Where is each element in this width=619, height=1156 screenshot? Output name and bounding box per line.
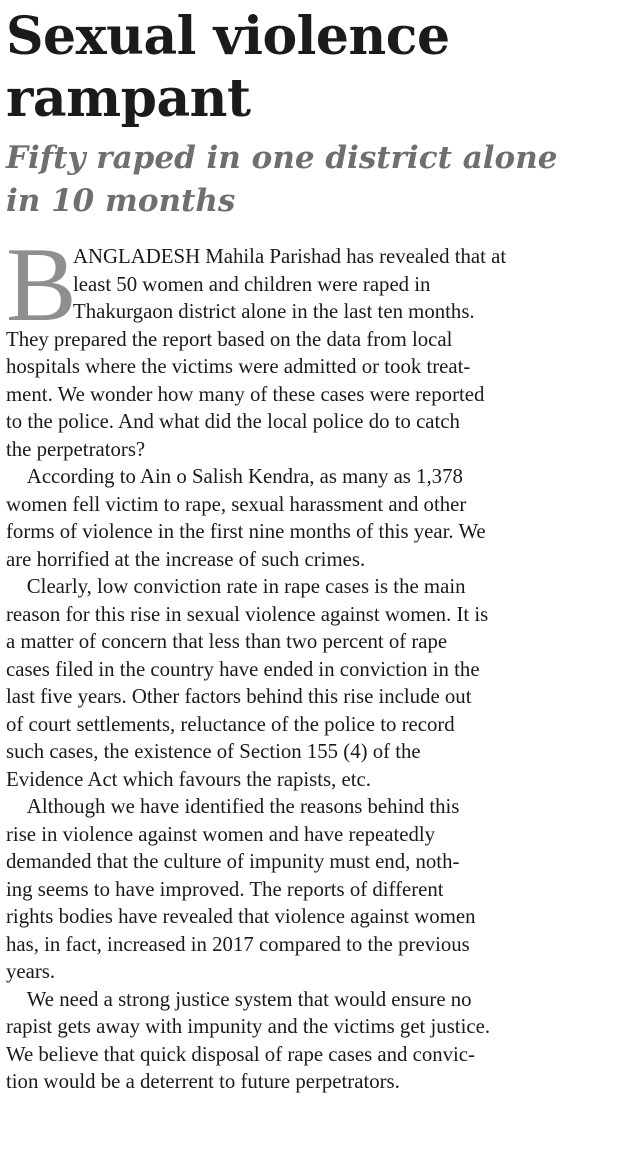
editorial-article bbox=[6, 0, 598, 1096]
headline bbox=[6, 6, 598, 130]
body-line: We believe that quick disposal of rape cases and convic- bbox=[6, 1042, 475, 1066]
body-line: Clearly, low conviction rate in rape cases is the main bbox=[6, 575, 466, 598]
body-line: last five years. Other factors behind this rise include out bbox=[6, 685, 472, 708]
headline-line: rampant bbox=[6, 68, 251, 129]
body-line: of court settlements, reluctance of the police to record bbox=[6, 712, 455, 736]
body-line: such cases, the existence of Section 155 (4) of the bbox=[6, 740, 421, 763]
body-line: rights bodies have revealed that violence against women bbox=[6, 905, 476, 928]
body-line: rise in violence against women and have repeatedly bbox=[6, 822, 436, 846]
body-line: We need a strong justice system that would ensure no bbox=[6, 987, 472, 1011]
body-line: ANGLADESH Mahila Parishad has revealed that at bbox=[73, 245, 507, 268]
body-line: a matter of concern that less than two percent of rape bbox=[6, 630, 448, 653]
body-line: reason for this rise in sexual violence against women. It is bbox=[6, 602, 489, 626]
body-line: rapist gets away with impunity and the victims get justice. bbox=[6, 1015, 491, 1038]
drop-cap: B bbox=[6, 226, 77, 343]
body-line: cases filed in the country have ended in conviction in the bbox=[6, 657, 480, 681]
article-body bbox=[6, 226, 598, 1096]
body-line: tion would be a deterrent to future perpetrators. bbox=[6, 1070, 400, 1093]
subheadline bbox=[6, 137, 598, 223]
body-line: women fell victim to rape, sexual harassment and other bbox=[6, 492, 467, 516]
subheadline-line: Fifty raped in one district alone bbox=[6, 140, 558, 176]
body-line: ment. We wonder how many of these cases were reported bbox=[6, 382, 485, 406]
body-line: Although we have identified the reasons behind this bbox=[6, 795, 460, 818]
subheadline-line: in 10 months bbox=[6, 183, 236, 219]
body-line: demanded that the culture of impunity must end, noth- bbox=[6, 850, 460, 873]
body-line: Evidence Act which favours the rapists, etc. bbox=[6, 767, 371, 791]
headline-line: Sexual violence bbox=[6, 6, 450, 67]
body-line: the perpetrators? bbox=[6, 437, 146, 461]
body-line: Thakurgaon district alone in the last ten months. bbox=[73, 300, 475, 323]
body-line: ing seems to have improved. The reports of different bbox=[6, 877, 444, 901]
body-line: They prepared the report based on the data from local bbox=[6, 327, 453, 351]
body-line: forms of violence in the first nine months of this year. We bbox=[6, 520, 486, 543]
body-lines bbox=[6, 326, 598, 1096]
body-line: years. bbox=[6, 960, 56, 983]
body-line: hospitals where the victims were admitted or took treat- bbox=[6, 355, 471, 378]
body-line: least 50 women and children were raped in bbox=[73, 272, 431, 296]
body-line: are horrified at the increase of such crimes. bbox=[6, 547, 366, 571]
body-line: to the police. And what did the local police do to catch bbox=[6, 410, 460, 433]
body-line: According to Ain o Salish Kendra, as many as 1,378 bbox=[6, 465, 463, 488]
body-line: has, in fact, increased in 2017 compared to the previous bbox=[6, 932, 470, 956]
